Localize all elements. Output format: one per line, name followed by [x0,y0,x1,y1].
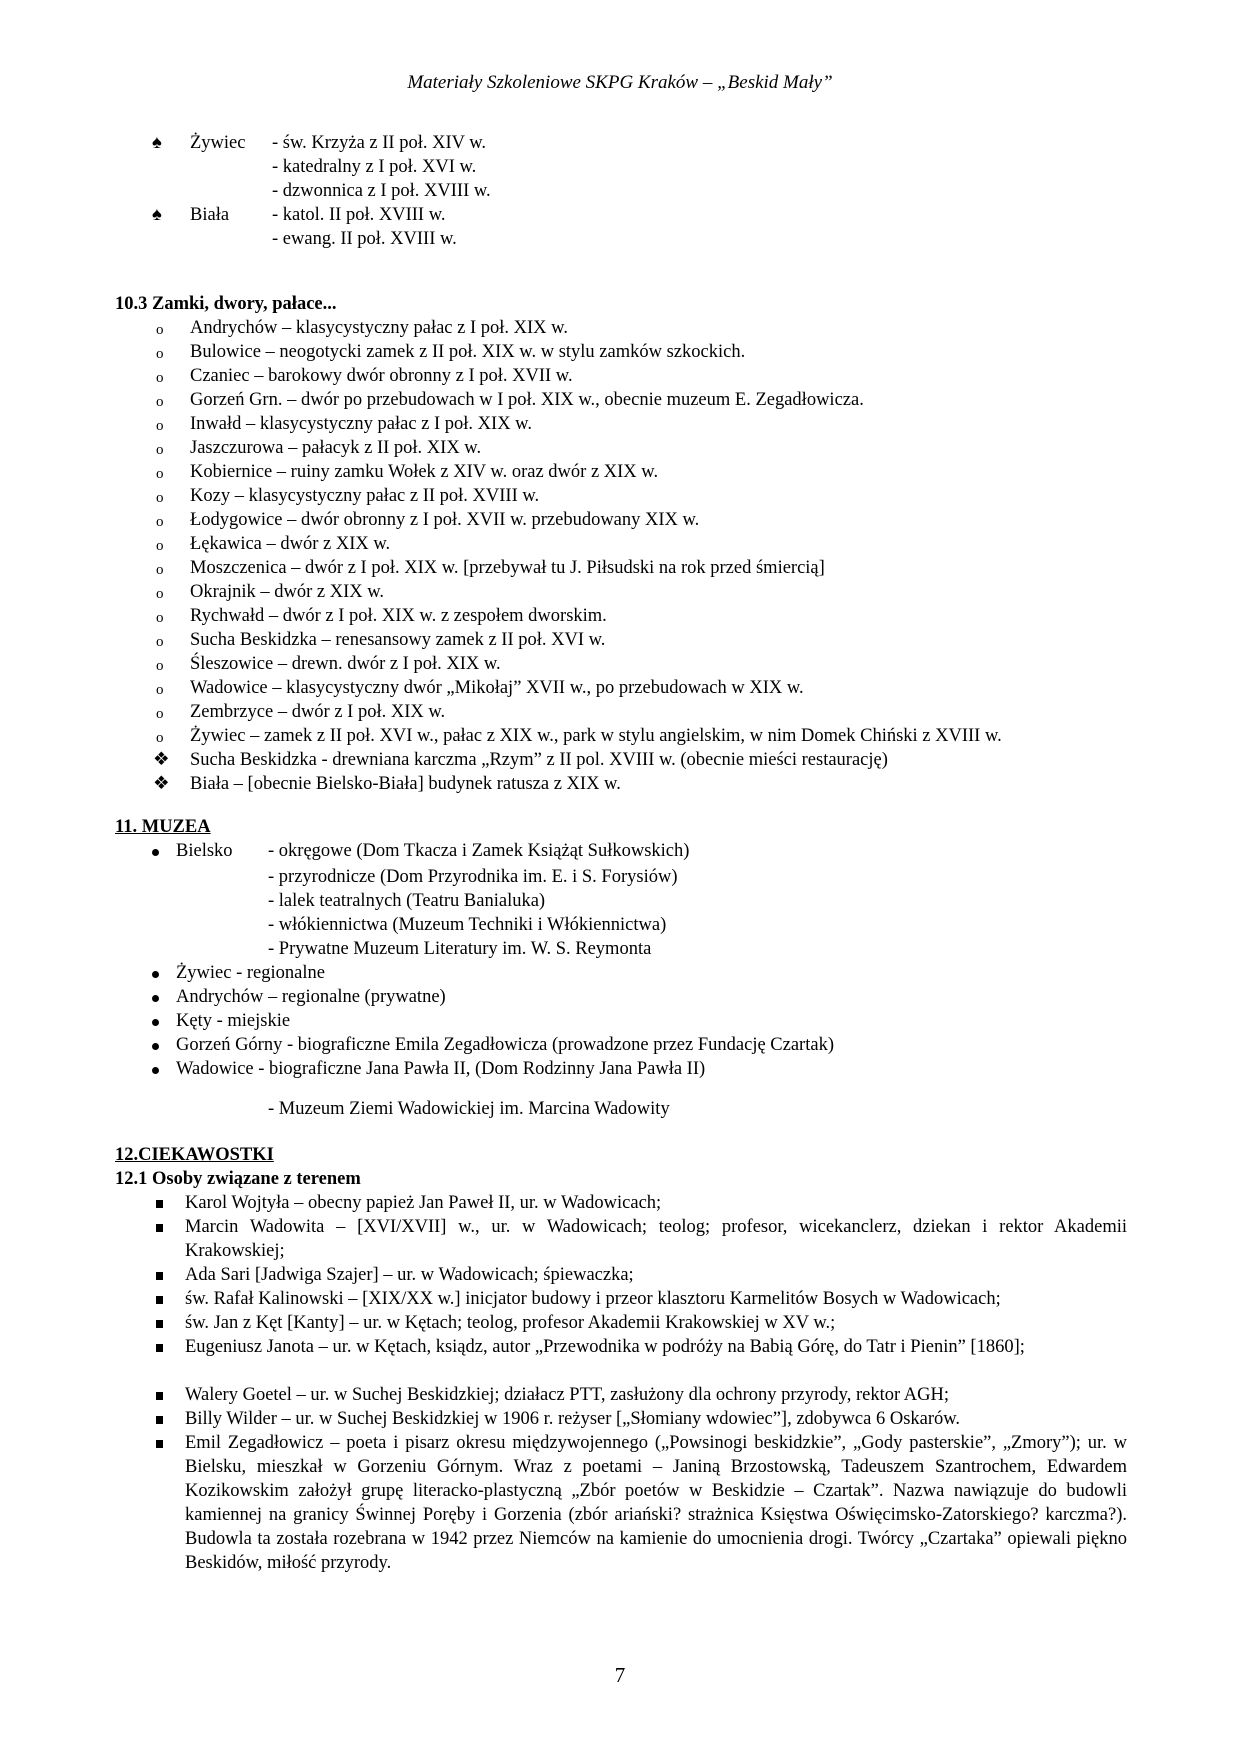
circle-bullet-icon: o [156,490,164,506]
castle-item: Biała – [obecnie Bielsko-Biała] budynek ratusza z XIX w. [190,774,621,794]
museum-place: Bielsko [176,841,233,861]
castle-item: Moszczenica – dwór z I poł. XIX w. [przebywał tu J. Piłsudski na rok przed śmiercią] [190,558,825,578]
section-heading: 11. MUZEA [115,817,211,837]
church-line: - św. Krzyża z II poł. XIV w. [272,133,487,153]
church-line: - dzwonnica z I poł. XVIII w. [272,181,491,201]
square-bullet-icon [156,1383,163,1407]
person-item: Walery Goetel – ur. w Suchej Beskidzkiej; działacz PTT, zasłużony dla ochrony przyrody, rektor AGH; [185,1385,949,1405]
diamond-bullet-icon: ❖ [153,750,170,770]
square-bullet-icon [156,1263,163,1287]
section-heading: 10.3 Zamki, dwory, pałace... [115,294,337,314]
subsection-heading: 12.1 Osoby związane z terenem [115,1169,361,1189]
castle-item: Śleszowice – drewn. dwór z I poł. XIX w. [190,654,501,674]
spade-bullet-icon: ♠ [152,205,162,225]
bullet-dot-icon [152,961,159,985]
diamond-bullet-icon: ❖ [153,774,170,794]
museum-item: Wadowice - biograficzne Jana Pawła II, (Dom Rodzinny Jana Pawła II) [176,1059,706,1079]
museum-line: - Prywatne Muzeum Literatury im. W. S. Reymonta [268,939,652,959]
castle-item: Okrajnik – dwór z XIX w. [190,582,385,602]
bullet-dot-icon [152,985,159,1009]
church-line: - ewang. II poł. XVIII w. [272,229,457,249]
castle-item: Bulowice – neogotycki zamek z II poł. XIX w. w stylu zamków szkockich. [190,342,746,362]
castle-item: Zembrzyce – dwór z I poł. XIX w. [190,702,446,722]
museum-item: Andrychów – regionalne (prywatne) [176,987,446,1007]
museum-item: Żywiec - regionalne [176,963,325,983]
page-header: Materiały Szkoleniowe SKPG Kraków – „Beskid Mały” [407,72,833,93]
circle-bullet-icon: o [156,658,164,674]
person-item: Marcin Wadowita – [XVI/XVII] w., ur. w Wadowicach; teolog; profesor, wicekanclerz, dziekan i rektor Akademii Krakowskiej; [185,1217,1127,1261]
museum-line: - okręgowe (Dom Tkacza i Zamek Książąt Sułkowskich) [268,841,690,861]
castle-item: Łękawica – dwór z XIX w. [190,534,391,554]
person-item: Karol Wojtyła – obecny papież Jan Paweł II, ur. w Wadowicach; [185,1193,662,1213]
square-bullet-icon [156,1215,163,1239]
castle-item: Kozy – klasycystyczny pałac z II poł. XVIII w. [190,486,540,506]
circle-bullet-icon: o [156,442,164,458]
person-item: św. Jan z Kęt [Kanty] – ur. w Kętach; teolog, profesor Akademii Krakowskiej w XV w.; [185,1313,836,1333]
circle-bullet-icon: o [156,322,164,338]
bullet-dot-icon [152,1057,159,1081]
castle-item: Sucha Beskidzka – renesansowy zamek z II poł. XVI w. [190,630,606,650]
castle-item: Sucha Beskidzka - drewniana karczma „Rzym” z II pol. XVIII w. (obecnie mieści restaurację) [190,750,888,770]
square-bullet-icon [156,1311,163,1335]
circle-bullet-icon: o [156,730,164,746]
castle-item: Żywiec – zamek z II poł. XVI w., pałac z XIX w., park w stylu angielskim, w nim Domek Chiński z XVIII w. [190,726,1002,746]
bullet-dot-icon [152,1009,159,1033]
circle-bullet-icon: o [156,610,164,626]
person-item: Ada Sari [Jadwiga Szajer] – ur. w Wadowicach; śpiewaczka; [185,1265,634,1285]
castle-item: Gorzeń Grn. – dwór po przebudowach w I poł. XIX w., obecnie muzeum E. Zegadłowicza. [190,390,864,410]
spade-bullet-icon: ♠ [152,133,162,153]
circle-bullet-icon: o [156,682,164,698]
castle-item: Wadowice – klasycystyczny dwór „Mikołaj” XVII w., po przebudowach w XIX w. [190,678,804,698]
bullet-dot-icon [152,1033,159,1057]
person-item: Emil Zegadłowicz – poeta i pisarz okresu międzywojennego („Powsinogi beskidzkie”, „Gody pasterskie”, „Zmory”); ur. w Bielsku, mieszkał w Gorzeniu Górnym. Wraz z poetami – Janiną Brzostowską, Tadeuszem Szantrochem, Edwardem Kozikowskim założył grupę literacko-plastyczną „Zbór poetów w Beskidzie – Czartak”. Nazwa nawiązuje do budowli kamiennej na granicy Świnnej Poręby i Gorzenia (zbór ariański? strażnica Księstwa Oświęcimsko-Zatorskiego? karczma?). Budowla ta została rozebrana w 1942 przez Niemców na kamienie do umocnienia drogi. Twórcy „Czartaka” opiewali piękno Beskidów, miłość przyrody. [185,1433,1127,1573]
circle-bullet-icon: o [156,346,164,362]
circle-bullet-icon: o [156,634,164,650]
museum-line: - lalek teatralnych (Teatru Banialuka) [268,891,546,911]
bullet-dot-icon [152,839,159,863]
circle-bullet-icon: o [156,466,164,482]
castle-item: Łodygowice – dwór obronny z I poł. XVII w. przebudowany XIX w. [190,510,700,530]
church-line: - katol. II poł. XVIII w. [272,205,446,225]
circle-bullet-icon: o [156,538,164,554]
castle-item: Jaszczurowa – pałacyk z II poł. XIX w. [190,438,482,458]
square-bullet-icon [156,1287,163,1311]
circle-bullet-icon: o [156,562,164,578]
castle-item: Czaniec – barokowy dwór obronny z I poł. XVII w. [190,366,573,386]
museum-line: - przyrodnicze (Dom Przyrodnika im. E. i S. Forysiów) [268,867,678,887]
circle-bullet-icon: o [156,706,164,722]
square-bullet-icon [156,1407,163,1431]
circle-bullet-icon: o [156,370,164,386]
person-item: Billy Wilder – ur. w Suchej Beskidzkiej w 1906 r. reżyser [„Słomiany wdowiec”], zdobywca 6 Oskarów. [185,1409,961,1429]
section-heading: 12.CIEKAWOSTKI [115,1145,274,1165]
square-bullet-icon [156,1335,163,1359]
person-item: Eugeniusz Janota – ur. w Kętach, ksiądz, autor „Przewodnika w podróży na Babią Górę, do Tatr i Pienin” [1860]; [185,1337,1025,1357]
castle-item: Andrychów – klasycystyczny pałac z I poł. XIX w. [190,318,568,338]
page-number: 7 [614,1663,626,1687]
museum-line: - Muzeum Ziemi Wadowickiej im. Marcina Wadowity [268,1099,670,1119]
church-place: Biała [190,205,230,225]
museum-item: Gorzeń Górny - biograficzne Emila Zegadłowicza (prowadzone przez Fundację Czartak) [176,1035,834,1055]
square-bullet-icon [156,1191,163,1215]
church-place: Żywiec [190,133,246,153]
circle-bullet-icon: o [156,514,164,530]
museum-item: Kęty - miejskie [176,1011,291,1031]
circle-bullet-icon: o [156,394,164,410]
castle-item: Inwałd – klasycystyczny pałac z I poł. XIX w. [190,414,532,434]
person-item: św. Rafał Kalinowski – [XIX/XX w.] inicjator budowy i przeor klasztoru Karmelitów Bosych w Wadowicach; [185,1289,1001,1309]
circle-bullet-icon: o [156,586,164,602]
castle-item: Kobiernice – ruiny zamku Wołek z XIV w. oraz dwór z XIX w. [190,462,659,482]
castle-item: Rychwałd – dwór z I poł. XIX w. z zespołem dworskim. [190,606,607,626]
square-bullet-icon [156,1431,163,1455]
museum-line: - włókiennictwa (Muzeum Techniki i Włókiennictwa) [268,915,667,935]
circle-bullet-icon: o [156,418,164,434]
church-line: - katedralny z I poł. XVI w. [272,157,477,177]
